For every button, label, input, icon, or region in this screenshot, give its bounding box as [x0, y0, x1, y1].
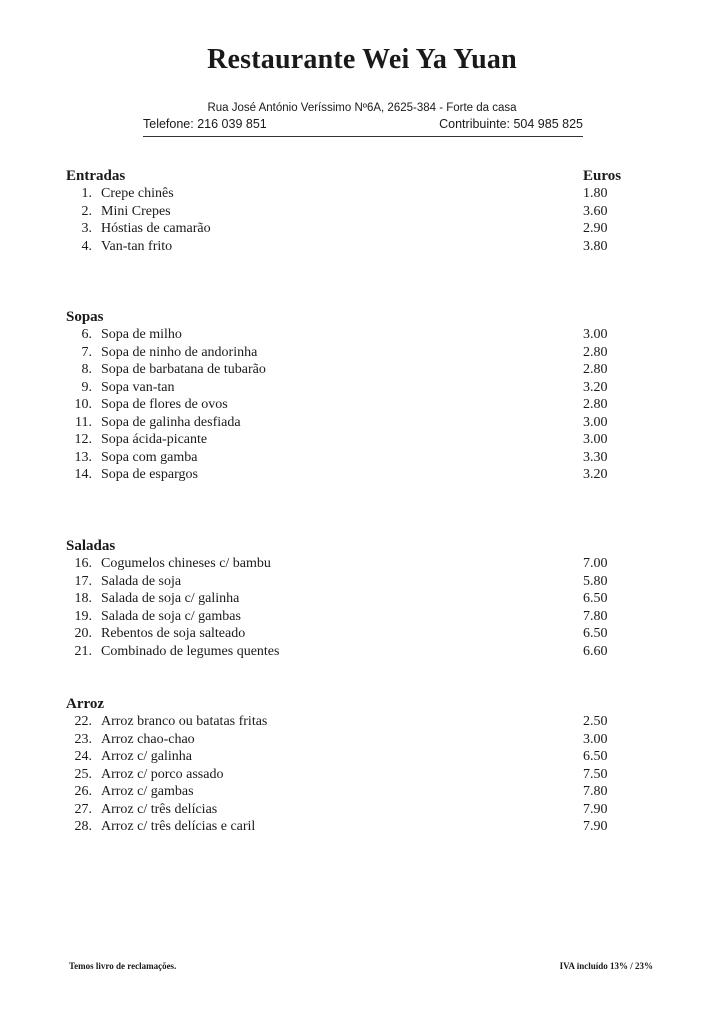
item-name: Arroz c/ porco assado — [101, 766, 224, 782]
item-name: Sopa van-tan — [101, 379, 175, 395]
item-price: 7.50 — [583, 766, 608, 782]
item-price: 3.00 — [583, 731, 608, 747]
section-header — [0, 538, 724, 556]
section-title: Arroz — [66, 696, 105, 712]
item-name: Van-tan frito — [101, 238, 173, 254]
menu-item — [0, 415, 724, 433]
menu-item — [0, 802, 724, 820]
menu-item — [0, 450, 724, 468]
item-price: 2.80 — [583, 362, 608, 377]
section-entradas — [0, 168, 724, 256]
menu-item — [0, 186, 724, 204]
item-number: 9. — [81, 379, 92, 395]
menu-item — [0, 221, 724, 239]
menu-item — [0, 380, 724, 398]
item-number: 11. — [75, 414, 92, 430]
item-name: Sopa de milho — [101, 327, 182, 342]
item-name: Combinado de legumes quentes — [101, 643, 280, 659]
item-number: 2. — [81, 203, 92, 219]
section-saladas — [0, 538, 724, 661]
item-number: 23. — [74, 731, 92, 747]
item-number: 1. — [81, 186, 92, 201]
section-title: Sopas — [66, 309, 104, 325]
menu-item — [0, 626, 724, 644]
menu-item — [0, 749, 724, 767]
item-number: 20. — [74, 626, 92, 641]
item-price: 3.20 — [583, 379, 608, 395]
item-number: 19. — [74, 608, 92, 624]
menu-item — [0, 239, 724, 257]
item-number: 24. — [74, 749, 92, 764]
item-name: Arroz c/ três delícias e caril — [101, 819, 256, 834]
item-number: 16. — [74, 556, 92, 571]
section-header — [0, 309, 724, 327]
item-number: 21. — [74, 643, 92, 659]
item-price: 6.50 — [583, 591, 608, 606]
menu-item — [0, 204, 724, 222]
item-number: 25. — [74, 766, 92, 782]
menu-item — [0, 591, 724, 609]
item-number: 10. — [74, 397, 92, 412]
menu-item — [0, 767, 724, 785]
menu-item — [0, 609, 724, 627]
item-number: 28. — [74, 819, 92, 834]
menu-item — [0, 819, 724, 837]
item-name: Arroz chao-chao — [101, 731, 195, 747]
item-price: 6.50 — [583, 749, 608, 764]
item-price: 3.00 — [583, 327, 608, 342]
item-price: 6.50 — [583, 626, 608, 641]
section-title: Saladas — [66, 538, 116, 554]
item-name: Sopa com gamba — [101, 449, 198, 465]
item-name: Salada de soja — [101, 573, 182, 589]
item-price: 2.80 — [583, 344, 608, 360]
item-number: 6. — [81, 327, 92, 342]
item-number: 4. — [81, 238, 92, 254]
item-name: Salada de soja c/ galinha — [101, 591, 240, 606]
item-number: 3. — [81, 221, 92, 236]
page-title: Restaurante Wei Ya Yuan — [207, 44, 517, 75]
section-header — [0, 696, 724, 714]
item-price: 3.30 — [583, 449, 608, 465]
section-arroz — [0, 696, 724, 837]
item-price: 3.60 — [583, 203, 608, 219]
header-divider — [143, 136, 583, 137]
item-name: Sopa de espargos — [101, 467, 198, 482]
item-number: 27. — [74, 801, 92, 817]
menu-item — [0, 574, 724, 592]
item-name: Sopa de galinha desfiada — [101, 414, 241, 430]
menu-item — [0, 432, 724, 450]
item-name: Sopa de barbatana de tubarão — [101, 362, 266, 377]
item-name: Crepe chinês — [101, 186, 174, 201]
phone-number: Telefone: 216 039 851 — [143, 117, 267, 131]
item-price: 3.20 — [583, 467, 608, 482]
item-price: 5.80 — [583, 573, 608, 589]
menu-item — [0, 362, 724, 380]
item-price: 2.90 — [583, 221, 608, 236]
item-number: 12. — [74, 432, 92, 447]
currency-label: Euros — [583, 168, 622, 184]
item-number: 14. — [74, 467, 92, 482]
menu-item — [0, 556, 724, 574]
item-price: 7.90 — [583, 801, 608, 817]
item-price: 2.50 — [583, 714, 608, 729]
restaurant-address: Rua José António Veríssimo Nº6A, 2625-384 - Forte da casa — [207, 102, 517, 114]
menu-item — [0, 732, 724, 750]
section-header — [0, 168, 724, 186]
item-price: 7.80 — [583, 608, 608, 624]
item-number: 7. — [81, 344, 92, 360]
item-name: Cogumelos chineses c/ bambu — [101, 556, 271, 571]
menu-item — [0, 397, 724, 415]
item-name: Mini Crepes — [101, 203, 171, 219]
item-name: Rebentos de soja salteado — [101, 626, 246, 641]
section-title: Entradas — [66, 168, 126, 184]
menu-item — [0, 714, 724, 732]
tax-id: Contribuinte: 504 985 825 — [439, 117, 583, 131]
item-price: 3.00 — [583, 414, 608, 430]
menu-item — [0, 327, 724, 345]
menu-item — [0, 784, 724, 802]
section-sopas — [0, 309, 724, 485]
item-name: Arroz c/ gambas — [101, 784, 194, 799]
item-price: 2.80 — [583, 397, 608, 412]
item-name: Arroz c/ três delícias — [101, 801, 218, 817]
item-name: Sopa de flores de ovos — [101, 397, 228, 412]
item-name: Arroz c/ galinha — [101, 749, 192, 764]
item-price: 1.80 — [583, 186, 608, 201]
item-number: 17. — [74, 573, 92, 589]
item-name: Sopa de ninho de andorinha — [101, 344, 258, 360]
item-number: 8. — [81, 362, 92, 377]
menu-item — [0, 345, 724, 363]
menu-item — [0, 644, 724, 662]
item-name: Hóstias de camarão — [101, 221, 211, 236]
item-price: 3.00 — [583, 432, 608, 447]
item-price: 3.80 — [583, 238, 608, 254]
item-name: Salada de soja c/ gambas — [101, 608, 241, 624]
item-name: Arroz branco ou batatas fritas — [101, 714, 268, 729]
menu-item — [0, 467, 724, 485]
item-number: 22. — [74, 714, 92, 729]
item-number: 18. — [74, 591, 92, 606]
footer-vat: IVA incluído 13% / 23% — [559, 961, 653, 971]
item-price: 6.60 — [583, 643, 608, 659]
footer-complaints: Temos livro de reclamações. — [69, 961, 177, 971]
item-number: 13. — [74, 449, 92, 465]
item-price: 7.80 — [583, 784, 608, 799]
item-price: 7.00 — [583, 556, 608, 571]
item-number: 26. — [74, 784, 92, 799]
item-price: 7.90 — [583, 819, 608, 834]
item-name: Sopa ácida-picante — [101, 432, 208, 447]
